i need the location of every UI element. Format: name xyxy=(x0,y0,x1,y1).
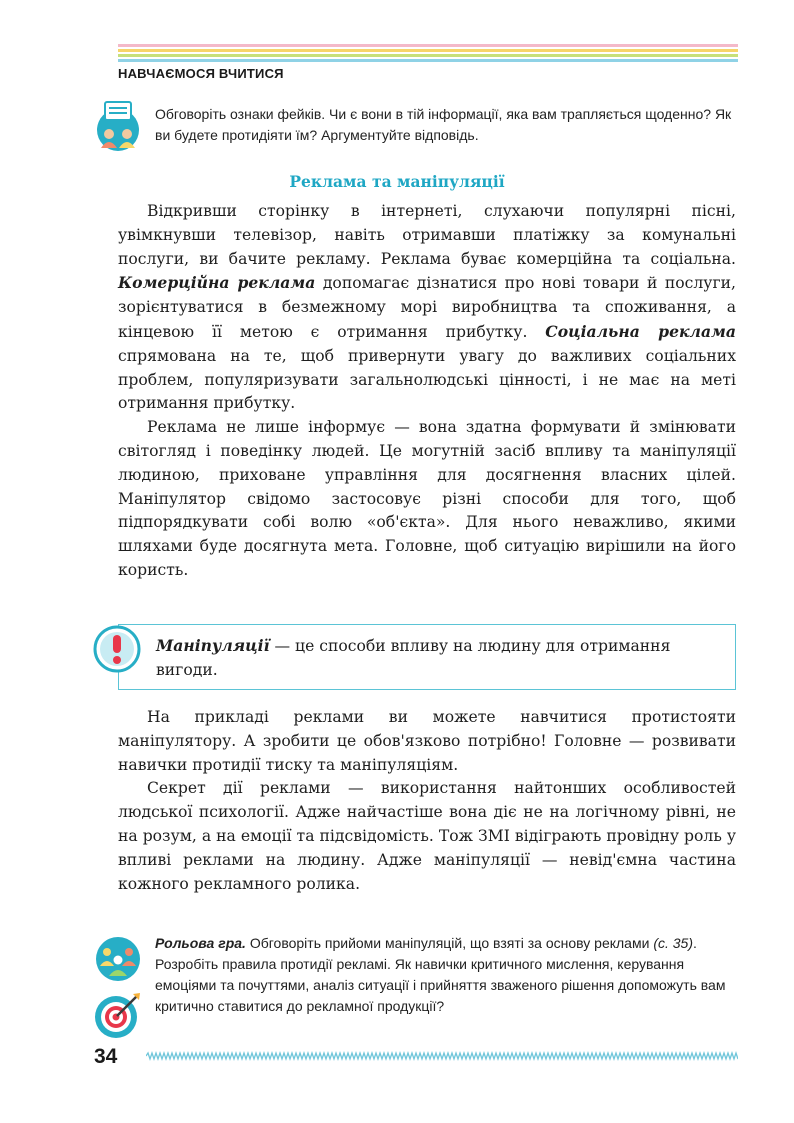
header-stripes xyxy=(118,44,738,66)
paragraph-4: Секрет дії реклами — використання найтонших особливостей людської психології. Адже найчастіше вона діє не на логічному рівні, не на розум, а на емоції та підсвідомість. Тож ЗМІ відіграють провідну роль у впливі реклами на людину. Адже маніпуляції — невід'ємна частина кожного рекламного ролика. xyxy=(118,779,736,893)
paragraph-text: спрямована на те, щоб привернути увагу до важливих соціальних проблем, популяризувати загальнолюдські цінності, і не має на меті отримання прибутку. xyxy=(118,346,736,413)
stripe xyxy=(118,49,738,52)
definition-text xyxy=(156,634,716,683)
page-number: 34 xyxy=(94,1045,118,1068)
target-icon xyxy=(93,990,143,1040)
decorative-wave-line xyxy=(146,1050,738,1062)
role-play-label: Рольова гра. xyxy=(155,935,246,951)
main-text-block-1 xyxy=(118,200,736,583)
stripe xyxy=(118,44,738,47)
paragraph-text: допомагає дізнатися про нові товари й послуги, зорієнтуватися в безмежному морі виробництва та споживання, а кінцевою її метою є отримання прибутку. xyxy=(118,274,736,341)
term-social-ad: Соціальна реклама xyxy=(545,321,736,341)
group-icon xyxy=(95,936,141,982)
main-text-block-2 xyxy=(118,706,736,896)
paragraph-1 xyxy=(118,200,736,416)
discussion-icon xyxy=(95,100,141,152)
stripe xyxy=(118,59,738,62)
paragraph-text: Відкривши сторінку в інтернеті, слухаючи популярні пісні, увімкнувши телевізор, навіть отримавши платіжку за комунальні послуги, ви бачите рекламу. Реклама буває комерційна та соціальна. xyxy=(118,202,736,268)
header-title: НАВЧАЄМОСЯ ВЧИТИСЯ xyxy=(118,66,284,81)
discussion-text: Обговоріть ознаки фейків. Чи є вони в тій інформації, яка вам трапляється щоденно? Як ви будете протидіяти їм? Аргументуйте відповідь. xyxy=(155,106,732,143)
definition-body: — це способи впливу на людину для отримання вигоди. xyxy=(156,637,671,679)
role-play-text xyxy=(155,933,740,1017)
role-play-body: Обговоріть прийоми маніпуляцій, що взяті за основу реклами xyxy=(245,935,654,951)
role-play-body: . Розробіть правила протидії рекламі. Як навички критичного мислення, керування емоціями та почуттями, аналіз ситуації і прийняття зваженого рішення допоможуть вам критично ставитися до рекламної продукції? xyxy=(155,935,726,1014)
exclamation-icon xyxy=(93,625,141,673)
stripe xyxy=(118,54,738,57)
term-commercial-ad: Комерційна реклама xyxy=(118,273,316,293)
paragraph-3: На прикладі реклами ви можете навчитися протистояти маніпулятору. А зробити це обов'язково потрібно! Головне — розвивати навички протидії тиску та маніпуляціям. xyxy=(118,708,736,774)
page-reference: (с. 35) xyxy=(653,935,693,951)
section-title: Реклама та маніпуляції xyxy=(289,172,505,191)
paragraph-2: Реклама не лише інформує — вона здатна формувати й змінювати світогляд і поведінку людей. Це могутній засіб впливу та маніпуляції людиною, приховане управління для досягнення власних цілей. Маніпулятор свідомо застосовує різні способи для того, щоб підпорядкувати собі волю «об'єкта». Для нього неважливо, якими шляхами буде досягнута мета. Головне, щоб ситуацію вирішили на його користь. xyxy=(118,418,736,579)
definition-term: Маніпуляції xyxy=(156,636,270,655)
